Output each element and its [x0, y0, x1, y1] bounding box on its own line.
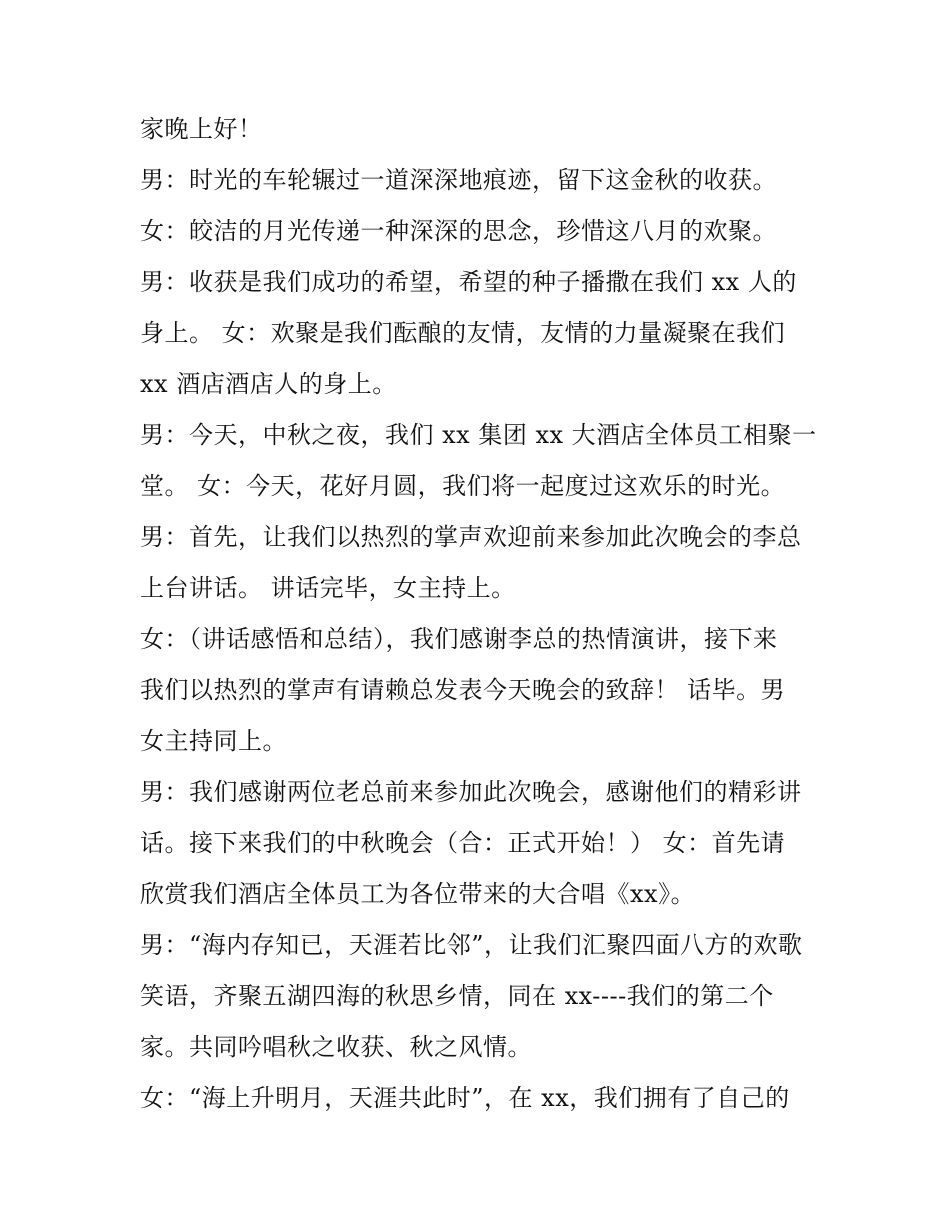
text-line: 家晚上好！: [140, 115, 263, 143]
text-line: 女：（讲话感悟和总结），我们感谢李总的热情演讲，接下来: [140, 625, 778, 653]
text-line: 身上。 女：欢聚是我们酝酿的友情，友情的力量凝聚在我们: [140, 319, 786, 347]
text-line: 家。共同吟唱秋之收获、秋之风情。: [140, 1033, 532, 1061]
text-line: 女主持同上。: [140, 727, 287, 755]
text-line: 男：我们感谢两位老总前来参加此次晚会，感谢他们的精彩讲: [140, 778, 802, 806]
text-line: 我们以热烈的掌声有请赖总发表今天晚会的致辞！ 话毕。男: [140, 676, 786, 704]
document-body: [140, 104, 830, 1124]
text-line: 堂。 女：今天，花好月圆，我们将一起度过这欢乐的时光。: [140, 472, 786, 500]
text-line: 男：时光的车轮辗过一道深深地痕迹，留下这金秋的收获。: [140, 166, 777, 194]
text-line: 男：“海内存知已，天涯若比邻”，让我们汇聚四面八方的欢歌: [140, 931, 803, 959]
text-line: 男：首先，让我们以热烈的掌声欢迎前来参加此次晚会的李总: [140, 523, 802, 551]
text-line: 上台讲话。 讲话完毕，女主持上。: [140, 574, 516, 602]
text-line: 笑语，齐聚五湖四海的秋思乡情，同在 xx----我们的第二个: [140, 982, 774, 1010]
text-line: xx 酒店酒店人的身上。: [140, 370, 397, 398]
text-line: 欣赏我们酒店全体员工为各位带来的大合唱《xx》。: [140, 880, 696, 908]
text-line: 话。接下来我们的中秋晚会（合：正式开始！） 女：首先请: [140, 829, 786, 857]
text-line: 女：皎洁的月光传递一种深深的思念，珍惜这八月的欢聚。: [140, 217, 777, 245]
text-line: 男：收获是我们成功的希望，希望的种子播撒在我们 xx 人的: [140, 268, 797, 296]
text-line: 男：今天，中秋之夜，我们 xx 集团 xx 大酒店全体员工相聚一: [140, 421, 817, 449]
text-line: 女：“海上升明月，天涯共此时”，在 xx，我们拥有了自己的: [140, 1084, 790, 1112]
